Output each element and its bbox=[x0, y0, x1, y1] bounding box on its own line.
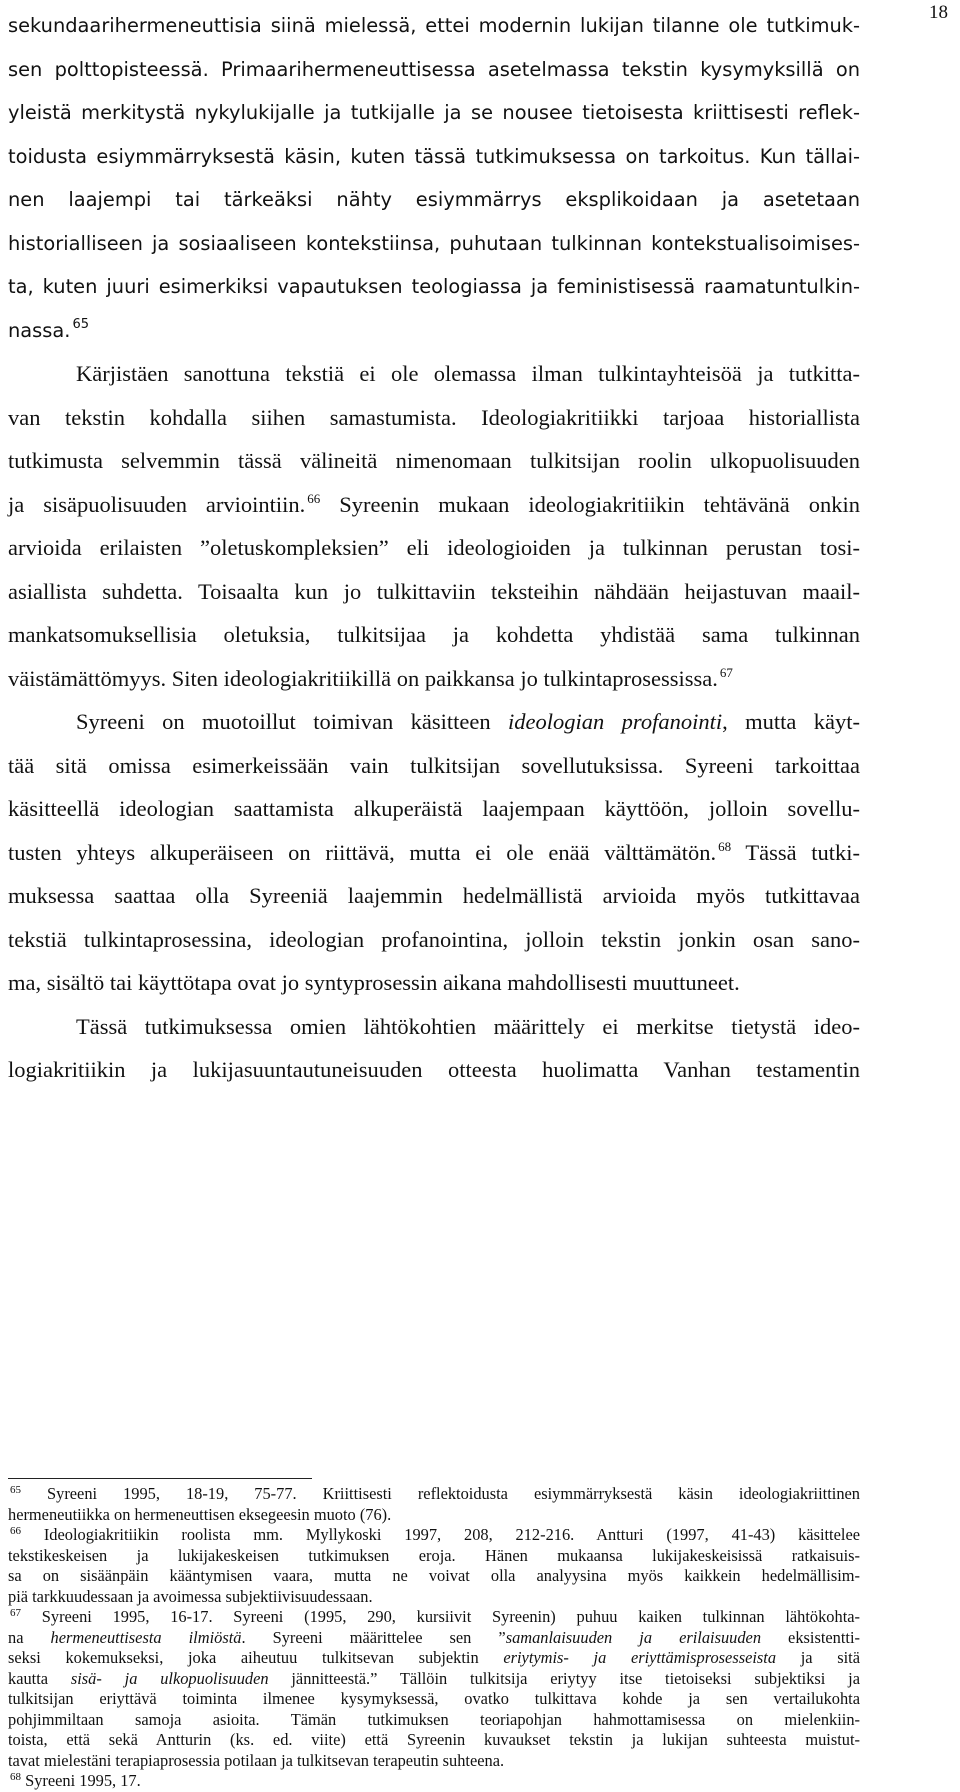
text-line: arvioida erilaisten ”oletuskompleksien” eli ideologioiden ja tulkinnan perustan tosi- bbox=[8, 535, 860, 560]
footnote-ref: 67 bbox=[719, 664, 733, 680]
footnote-line: seksi kokemukseksi, joka aiheutuu tulkitsevan subjektin eriytymis- ja eriyttämisprosesseista ja sitä bbox=[8, 1648, 860, 1667]
footnote-ref: 65 bbox=[72, 316, 89, 332]
text-line: logiakritiikin ja lukijasuuntautuneisuuden otteesta huolimatta Vanhan testamentin bbox=[8, 1057, 860, 1082]
text-line: van tekstin kohdalla siihen samastumista. Ideologiakritiikki tarjoaa historiallista bbox=[8, 404, 860, 430]
text-line: ja sisäpuolisuuden arviointiin. $^{66}$ Syreenin mukaan ideologiakritiikin tehtävänä onkin bbox=[8, 490, 860, 517]
footnote-line: pohjimmiltaan samoja asioita. Tämän tutkimuksen teoriapohjan hahmottamisessa on mielenkiin- bbox=[8, 1709, 860, 1729]
footnote-number: 65 bbox=[10, 1484, 21, 1496]
text-line: käsitteellä ideologian saattamista alkuperäistä laajempaan käyttöön, jolloin sovellu- bbox=[8, 796, 860, 821]
footnote-number: 66 bbox=[10, 1525, 21, 1537]
text-line: tää sitä omissa esimerkeissään vain tulkitsijan sovellutuksissa. Syreeni tarkoittaa bbox=[8, 752, 860, 778]
footnote-line: hermeneutiikka on hermeneuttisen eksegeesin muoto (76). bbox=[8, 1504, 392, 1524]
footnote-line: tavat mielestäni terapiaprosessia potilaan ja tulkitsevan terapeutin suhteena. bbox=[8, 1750, 505, 1770]
text-line: historialliseen ja sosiaaliseen kontekstiinsa, puhutaan tulkinnan kontekstualisoimises- bbox=[8, 231, 860, 255]
footnotes bbox=[8, 1484, 860, 1792]
text-line: Kärjistäen sanottuna tekstiä ei ole olemassa ilman tulkintayhteisöä ja tutkitta- bbox=[76, 361, 860, 386]
text-line: muksessa saattaa olla Syreeniä laajemmin hedelmällistä arvioida myös tutkittavaa bbox=[8, 883, 860, 908]
footnote-number: 67 bbox=[10, 1607, 21, 1619]
footnote-line: piä tarkkuudessaan ja avoimessa subjektiivisuudessaan. bbox=[8, 1586, 373, 1606]
text-line: nen laajempi tai tärkeäksi nähty esiymmärrys eksplikoidaan ja asetetaan bbox=[8, 188, 860, 211]
text-line: nassa. $^{65}$ bbox=[8, 316, 89, 342]
text-line: tutkimusta selvemmin tässä välineitä nimenomaan tulkitsijan roolin ulkopuolisuuden bbox=[8, 448, 860, 473]
footnote-ref: 68 bbox=[718, 838, 732, 854]
text-line: Syreeni on muotoillut toimivan käsitteen ideologian profanointi, mutta käyt- bbox=[76, 709, 860, 734]
text-line: tekstiä tulkintaprosessina, ideologian profanointina, jolloin tekstin jonkin osan sano- bbox=[8, 926, 860, 952]
page-number: 18 bbox=[929, 2, 948, 23]
footnote-line: $^{65}$ Syreeni 1995, 18-19, 75-77. Kriittisesti reflektoidusta esiymmärryksestä käsin ideologiakriittinen bbox=[10, 1484, 860, 1503]
text-line: väistämättömyys. Siten ideologiakritiikillä on paikkansa jo tulkintaprosessissa. $^{67}$ bbox=[8, 664, 733, 691]
footnote-line: $^{66}$ Ideologiakritiikin roolista mm. Myllykoski 1997, 208, 212-216. Antturi (1997, 41-43) käsittelee bbox=[10, 1525, 860, 1544]
footnote-line: toista, että sekä Antturin (ks. ed. viite) että Syreenin kuvaukset tekstin ja lukijan suhteesta muistut- bbox=[8, 1730, 860, 1749]
footnote-number: 68 bbox=[10, 1771, 21, 1783]
footnote-divider bbox=[8, 1478, 312, 1479]
emphasis: hermeneuttisesta ilmiöstä bbox=[50, 1627, 242, 1647]
text-line: ta, kuten juuri esimerkiksi vapautuksen teologiassa ja feministisessä raamatuntulkin- bbox=[8, 275, 860, 298]
text-line: yleistä merkitystä nykylukijalle ja tutkijalle ja se nousee tietoisesta kriittisesti reflek- bbox=[8, 101, 860, 124]
text-line: tusten yhteys alkuperäiseen on riittävä, mutta ei ole enää välttämätön. $^{68}$ Tässä tutki- bbox=[8, 838, 860, 865]
footnote-line: na hermeneuttisesta ilmiöstä. Syreeni määrittelee sen ”samanlaisuuden ja erilaisuuden eksistentti- bbox=[8, 1627, 860, 1647]
text-line: ma, sisältö tai käyttötapa ovat jo syntyprosessin aikana mahdollisesti muuttuneet. bbox=[8, 970, 740, 995]
footnote-line: tulkitsijan eriyttävä toiminta ilmenee kysymyksessä, ovatko tulkittava kohde ja sen vertailukohta bbox=[8, 1689, 860, 1708]
text-line: toidusta esiymmärryksestä käsin, kuten tässä tutkimuksessa on tarkoitus. Kun tällai- bbox=[8, 144, 860, 168]
footnote-line: $^{67}$ Syreeni 1995, 16-17. Syreeni (1995, 290, kursiivit Syreenin) puhuu kaiken tulkinnan lähtökohta- bbox=[10, 1607, 860, 1626]
footnote-line: sa on sisäänpäin kääntymisen vaara, mutta ne voivat olla analyysina myös kaikkein hedelmällisim- bbox=[8, 1566, 860, 1585]
footnote-line: tekstikeskeisen ja lukijakeskeisen tutkimuksen eroja. Hänen mukaansa lukijakeskeisissä ratkaisuis- bbox=[8, 1545, 860, 1565]
footnote-ref: 66 bbox=[307, 490, 321, 506]
text-line: sekundaarihermeneuttisia siinä mielessä, ettei modernin lukijan tilanne ole tutkimuk- bbox=[8, 14, 860, 37]
emphasis: ideologian profanointi bbox=[508, 709, 723, 734]
footnote-line: kautta sisä- ja ulkopuolisuuden jännitteestä.” Tällöin tulkitsija eriytyy itse tietoiseksi subjektiksi ja bbox=[8, 1668, 860, 1688]
text-line: mankatsomuksellisia oletuksia, tulkitsijaa ja kohdetta yhdistää sama tulkinnan bbox=[8, 622, 860, 647]
footnote-line: $^{68}$ Syreeni 1995, 17. bbox=[10, 1771, 141, 1790]
text-line: sen polttopisteessä. Primaarihermeneuttisessa asetelmassa tekstin kysymyksillä on bbox=[8, 57, 860, 81]
text-line: asiallista suhdetta. Toisaalta kun jo tulkittaviin teksteihin nähdään heijastuvan maail- bbox=[8, 578, 860, 604]
emphasis: sisä- ja ulkopuolisuuden bbox=[70, 1668, 269, 1688]
text-line: Tässä tutkimuksessa omien lähtökohtien määrittely ei merkitse tietystä ideo- bbox=[76, 1013, 860, 1039]
emphasis: samanlaisuuden ja erilaisuuden bbox=[505, 1627, 762, 1647]
emphasis: eriytymis- ja eriyttämisprosesseista bbox=[503, 1648, 777, 1667]
body-text bbox=[8, 4, 860, 1092]
